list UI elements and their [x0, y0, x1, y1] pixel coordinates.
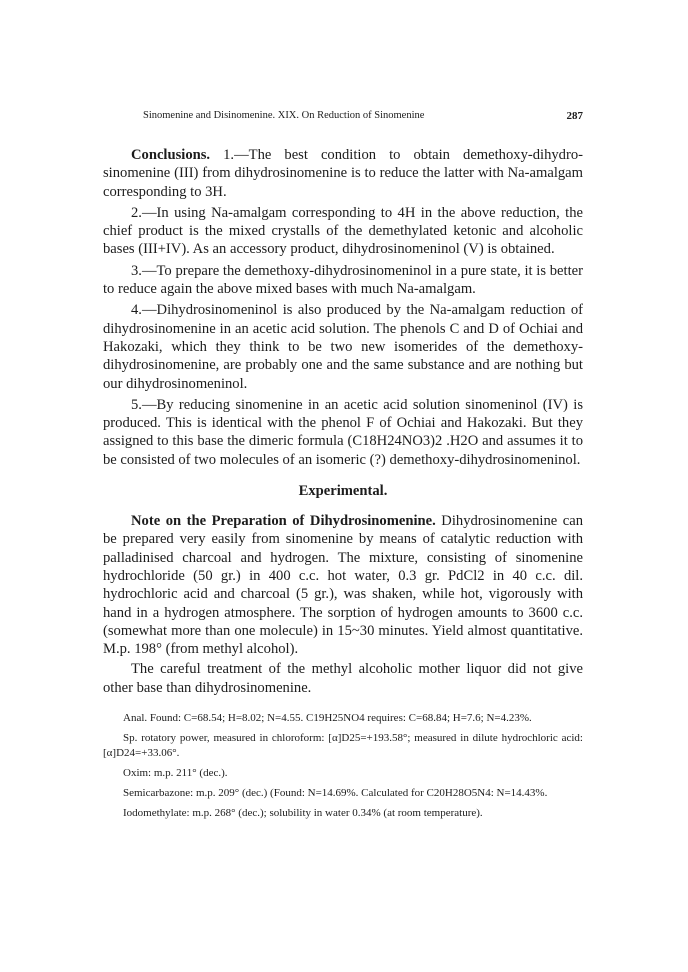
- conclusions-paragraph-1: [103, 146, 583, 201]
- conclusion-1-text: 1.—The best condition to obtain demethoxy-dihydro-sinomenine (III) from dihydrosinomenine is to reduce the latter with Na-amalgam corresponding to 3H.: [103, 147, 583, 200]
- page-body: [103, 146, 583, 826]
- conclusion-4: 4.—Dihydrosinomeninol is also produced by the Na-amalgam reduction of dihydrosinomenine in an acetic acid solution. The phenols C and D of Ochiai and Hakozaki, which they think to be two new isomerides of the demethoxy-dihydrosinomenine, are probably one and the same substance and are nothing but our dihydrosinomeninol.: [103, 302, 583, 392]
- oxim-line: Oxim: m.p. 211° (dec.).: [123, 767, 228, 780]
- conclusions-heading: Conclusions.: [131, 147, 211, 163]
- conclusion-3: 3.—To prepare the demethoxy-dihydrosinomeninol in a pure state, it is better to reduce again the above mixed bases with much Na-amalgam.: [103, 262, 583, 298]
- note-heading: Note on the Preparation of Dihydrosinomenine.: [131, 513, 436, 530]
- semicarbazone-line: Semicarbazone: m.p. 209° (dec.) (Found: N=14.69%. Calculated for C20H28O5N4: N=14.43%.: [123, 787, 548, 800]
- analysis-block: [103, 711, 583, 821]
- iodomethylate-line: Iodomethylate: m.p. 268° (dec.); solubility in water 0.34% (at room temperature).: [123, 807, 483, 820]
- running-title: Sinomenine and Disinomenine. XIX. On Reduction of Sinomenine: [143, 110, 425, 121]
- conclusion-2: 2.—In using Na-amalgam corresponding to 4H in the above reduction, the chief product is the mixed crystalls of the demethylated ketonic and alcoholic bases (III+IV). As an accessory product, dihydrosinomeninol (V) is obtained.: [103, 204, 583, 258]
- page-number: 287: [566, 110, 583, 122]
- conclusion-5: 5.—By reducing sinomenine in an acetic acid solution sinomeninol (IV) is produced. This is identical with the phenol F of Ochiai and Hakozaki. But they assigned to this base the dimeric formula (C18H24NO3)2 .H2O and assumes it to be consisted of two molecules of an isomeric (?) demethoxy-dihydrosinomeninol.: [103, 396, 583, 468]
- mother-liquor-paragraph: The careful treatment of the methyl alcoholic mother liquor did not give other base than dihydrosinomenine.: [103, 661, 583, 696]
- analysis-line: Anal. Found: C=68.54; H=8.02; N=4.55. C19H25NO4 requires: C=68.84; H=7.6; N=4.23%.: [123, 712, 532, 725]
- dihydrosinomenine-preparation-paragraph: [103, 512, 583, 658]
- rotatory-power-line: Sp. rotatory power, measured in chloroform: [α]D25=+193.58°; measured in dilute hydrochloric acid: [α]D24=+33.06°.: [103, 732, 583, 760]
- note-text: Dihydrosinomenine can be prepared very easily from sinomenine by means of catalytic reduction with palladinised charcoal and hydrogen. The mixture, consisting of sinomenine hydrochloride (50 gr.) in 400 c.c. hot water, 0.3 gr. PdCl2 in 40 c.c. dil. hydrochloric acid and charcoal (5 gr.), was shaken, while hot, vigorously with hand in a hydrogen atmosphere. The sorption of hydrogen amounts to 3600 c.c. (somewhat more than one molecule) in 15~30 minutes. Yield almost quantitative. M.p. 198° (from methyl alcohol).: [103, 513, 583, 658]
- running-header: [103, 110, 583, 126]
- experimental-heading: Experimental.: [298, 483, 388, 500]
